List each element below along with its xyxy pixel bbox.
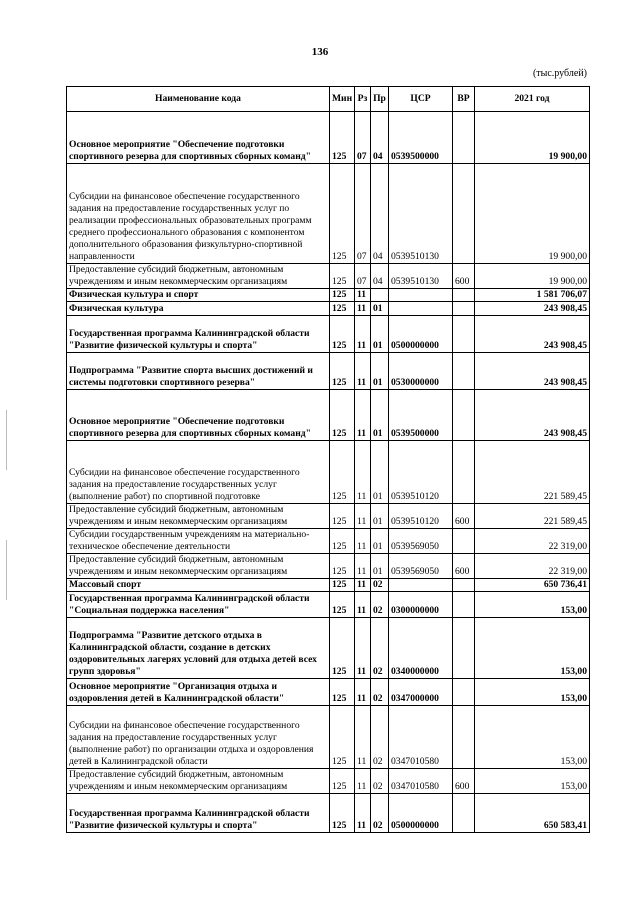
row-pr: 01	[371, 353, 389, 390]
row-rz: 11	[355, 353, 371, 390]
row-min: 125	[330, 618, 355, 679]
table-header-row	[67, 87, 590, 112]
row-rz: 11	[355, 794, 371, 833]
row-amount: 650 583,41	[475, 794, 590, 833]
row-rz: 11	[355, 316, 371, 353]
row-vr	[453, 794, 475, 833]
table-row	[67, 579, 590, 592]
row-amount: 243 908,45	[475, 390, 590, 441]
row-amount: 153,00	[475, 592, 590, 618]
table-row	[67, 353, 590, 390]
table-row	[67, 554, 590, 579]
units-label: (тыс.рублей)	[532, 68, 587, 79]
row-name: Государственная программа Калининградской области "Развитие физической культуры и спорта"	[67, 794, 330, 833]
row-rz: 07	[355, 164, 371, 264]
row-pr: 01	[371, 390, 389, 441]
row-name: Предоставление субсидий бюджетным, автономным учреждениям и иным некоммерческим организациям	[67, 554, 330, 579]
row-vr	[453, 289, 475, 302]
row-amount: 153,00	[475, 618, 590, 679]
row-amount: 243 908,45	[475, 302, 590, 316]
row-name: Субсидии на финансовое обеспечение государственного задания на предоставление государственных услуг по реализации профессиональных образовательных программ среднего профессионального образования с компонентом дополнительного образования физкультурно-спортивной направленности	[67, 164, 330, 264]
row-rz: 07	[355, 264, 371, 289]
row-name: Подпрограмма "Развитие спорта высших достижений и системы подготовки спортивного резерва"	[67, 353, 330, 390]
header-amount: 2021 год	[475, 87, 590, 112]
table-row	[67, 769, 590, 794]
row-csr: 0539569050	[389, 554, 453, 579]
row-vr	[453, 679, 475, 706]
row-csr	[389, 302, 453, 316]
row-vr: 600	[453, 504, 475, 529]
header-pr: Пр	[371, 87, 389, 112]
row-rz: 11	[355, 504, 371, 529]
row-amount: 1 581 706,07	[475, 289, 590, 302]
row-amount: 243 908,45	[475, 353, 590, 390]
table-row	[67, 706, 590, 769]
row-pr: 01	[371, 302, 389, 316]
row-name: Субсидии государственным учреждениям на материально-техническое обеспечение деятельности	[67, 529, 330, 554]
table-row	[67, 164, 590, 264]
row-pr: 02	[371, 592, 389, 618]
row-vr	[453, 316, 475, 353]
row-rz: 11	[355, 554, 371, 579]
row-vr	[453, 302, 475, 316]
row-pr: 01	[371, 504, 389, 529]
row-min: 125	[330, 316, 355, 353]
row-csr: 0347000000	[389, 679, 453, 706]
row-vr: 600	[453, 264, 475, 289]
row-rz: 07	[355, 112, 371, 164]
row-vr	[453, 353, 475, 390]
row-name: Государственная программа Калининградской области "Социальная поддержка населения"	[67, 592, 330, 618]
row-pr: 01	[371, 441, 389, 504]
row-min: 125	[330, 592, 355, 618]
scan-artifact	[6, 410, 7, 470]
row-min: 125	[330, 504, 355, 529]
row-rz: 11	[355, 706, 371, 769]
row-vr: 600	[453, 554, 475, 579]
row-rz: 11	[355, 441, 371, 504]
table-row	[67, 592, 590, 618]
header-rz: Рз	[355, 87, 371, 112]
row-pr: 04	[371, 112, 389, 164]
row-csr: 0530000000	[389, 353, 453, 390]
row-min: 125	[330, 554, 355, 579]
row-amount: 19 900,00	[475, 112, 590, 164]
row-pr: 02	[371, 794, 389, 833]
table-row	[67, 112, 590, 164]
row-min: 125	[330, 264, 355, 289]
row-vr	[453, 592, 475, 618]
row-min: 125	[330, 164, 355, 264]
row-csr: 0539569050	[389, 529, 453, 554]
row-rz: 11	[355, 579, 371, 592]
row-name: Основное мероприятие "Обеспечение подготовки спортивного резерва для спортивных сборных команд"	[67, 112, 330, 164]
row-min: 125	[330, 579, 355, 592]
row-csr: 0539510130	[389, 164, 453, 264]
row-pr: 01	[371, 316, 389, 353]
row-pr: 01	[371, 554, 389, 579]
row-rz: 11	[355, 390, 371, 441]
row-vr	[453, 579, 475, 592]
row-vr	[453, 164, 475, 264]
row-csr: 0539500000	[389, 112, 453, 164]
row-name: Подпрограмма "Развитие детского отдыха в Калининградской области, создание в детских оздоровительных лагерях условий для отдыха детей всех групп здоровья"	[67, 618, 330, 679]
row-amount: 153,00	[475, 706, 590, 769]
row-name: Предоставление субсидий бюджетным, автономным учреждениям и иным некоммерческим организациям	[67, 504, 330, 529]
row-rz: 11	[355, 592, 371, 618]
row-name: Предоставление субсидий бюджетным, автономным учреждениям и иным некоммерческим организациям	[67, 264, 330, 289]
row-csr: 0340000000	[389, 618, 453, 679]
row-csr: 0539500000	[389, 390, 453, 441]
row-pr: 02	[371, 679, 389, 706]
row-vr	[453, 112, 475, 164]
row-min: 125	[330, 706, 355, 769]
row-pr: 02	[371, 706, 389, 769]
row-csr: 0347010580	[389, 769, 453, 794]
row-amount: 153,00	[475, 769, 590, 794]
table-row	[67, 390, 590, 441]
header-min: Мин	[330, 87, 355, 112]
row-csr: 0539510120	[389, 441, 453, 504]
table-row	[67, 679, 590, 706]
row-csr: 0500000000	[389, 316, 453, 353]
row-min: 125	[330, 794, 355, 833]
row-name: Субсидии на финансовое обеспечение государственного задания на предоставление государственных услуг (выполнение работ) по организации отдыха и оздоровления детей в Калининградской области	[67, 706, 330, 769]
row-pr: 02	[371, 618, 389, 679]
header-csr: ЦСР	[389, 87, 453, 112]
row-pr: 04	[371, 264, 389, 289]
row-rz: 11	[355, 289, 371, 302]
row-rz: 11	[355, 618, 371, 679]
row-amount: 22 319,00	[475, 529, 590, 554]
table-row	[67, 618, 590, 679]
row-csr: 0539510120	[389, 504, 453, 529]
table-row	[67, 264, 590, 289]
row-csr: 0539510130	[389, 264, 453, 289]
row-amount: 19 900,00	[475, 264, 590, 289]
row-min: 125	[330, 390, 355, 441]
row-vr	[453, 441, 475, 504]
page-number: 136	[311, 46, 329, 58]
row-vr	[453, 529, 475, 554]
row-vr	[453, 706, 475, 769]
table-row	[67, 289, 590, 302]
row-min: 125	[330, 769, 355, 794]
table-row	[67, 529, 590, 554]
row-min: 125	[330, 302, 355, 316]
row-name: Предоставление субсидий бюджетным, автономным учреждениям и иным некоммерческим организациям	[67, 769, 330, 794]
row-name: Физическая культура	[67, 302, 330, 316]
table-row	[67, 316, 590, 353]
row-pr: 02	[371, 769, 389, 794]
row-rz: 11	[355, 679, 371, 706]
row-csr	[389, 289, 453, 302]
header-name: Наименование кода	[67, 87, 330, 112]
row-name: Субсидии на финансовое обеспечение государственного задания на предоставление государственных услуг (выполнение работ) по спортивной подготовке	[67, 441, 330, 504]
row-name: Массовый спорт	[67, 579, 330, 592]
row-name: Основное мероприятие "Обеспечение подготовки спортивного резерва для спортивных сборных команд"	[67, 390, 330, 441]
row-vr	[453, 618, 475, 679]
row-min: 125	[330, 289, 355, 302]
row-amount: 19 900,00	[475, 164, 590, 264]
row-amount: 650 736,41	[475, 579, 590, 592]
table-row	[67, 794, 590, 833]
row-rz: 11	[355, 529, 371, 554]
table-row	[67, 441, 590, 504]
row-amount: 22 319,00	[475, 554, 590, 579]
row-name: Государственная программа Калининградской области "Развитие физической культуры и спорта"	[67, 316, 330, 353]
row-min: 125	[330, 679, 355, 706]
row-min: 125	[330, 529, 355, 554]
row-pr	[371, 289, 389, 302]
row-min: 125	[330, 441, 355, 504]
table-body	[67, 112, 590, 833]
row-min: 125	[330, 353, 355, 390]
row-amount: 153,00	[475, 679, 590, 706]
budget-table	[66, 86, 590, 833]
table-row	[67, 302, 590, 316]
row-min: 125	[330, 112, 355, 164]
row-amount: 221 589,45	[475, 441, 590, 504]
row-amount: 243 908,45	[475, 316, 590, 353]
row-csr: 0500000000	[389, 794, 453, 833]
row-vr: 600	[453, 769, 475, 794]
row-name: Физическая культура и спорт	[67, 289, 330, 302]
row-amount: 221 589,45	[475, 504, 590, 529]
row-csr	[389, 579, 453, 592]
header-vr: ВР	[453, 87, 475, 112]
row-pr: 02	[371, 579, 389, 592]
row-name: Основное мероприятие "Организация отдыха и оздоровления детей в Калининградской области"	[67, 679, 330, 706]
table-row	[67, 504, 590, 529]
row-vr	[453, 390, 475, 441]
scan-artifact	[6, 540, 7, 600]
row-csr: 0300000000	[389, 592, 453, 618]
row-rz: 11	[355, 769, 371, 794]
row-pr: 01	[371, 529, 389, 554]
row-rz: 11	[355, 302, 371, 316]
row-csr: 0347010580	[389, 706, 453, 769]
row-pr: 04	[371, 164, 389, 264]
